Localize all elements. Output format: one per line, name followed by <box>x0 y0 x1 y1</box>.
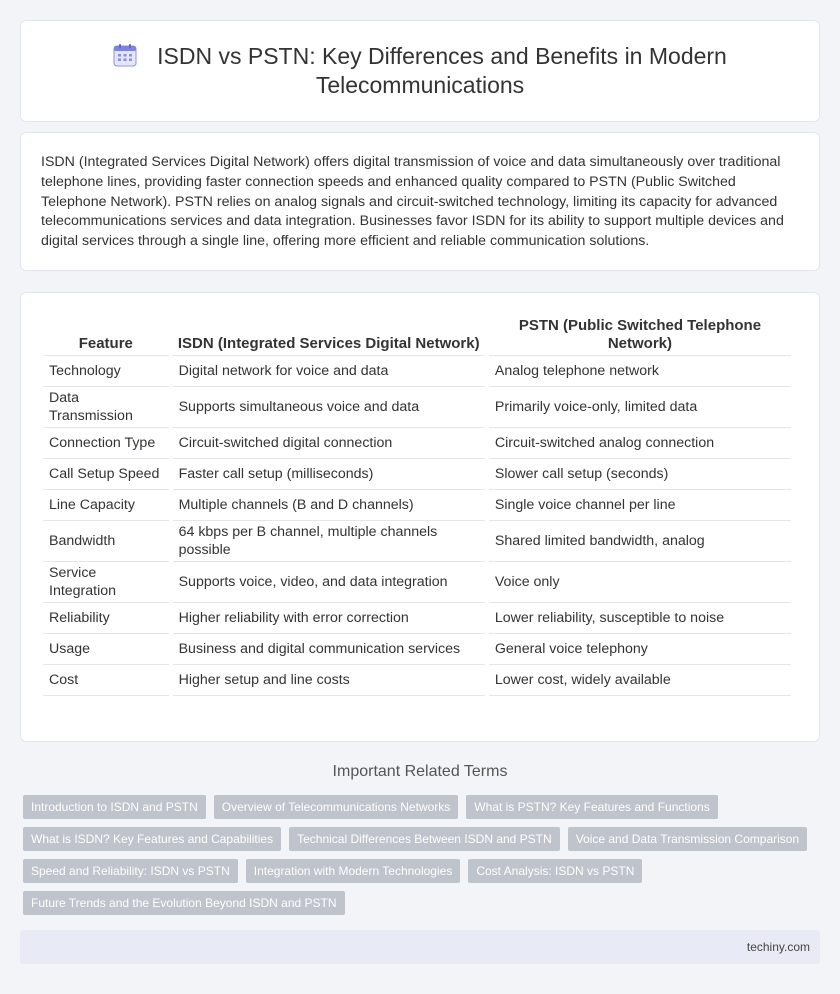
page-title-text: ISDN vs PSTN: Key Differences and Benefits in Modern Telecommunications <box>157 43 727 98</box>
row-isdn: Supports simultaneous voice and data <box>173 387 485 428</box>
header-pstn: PSTN (Public Switched Telephone Network) <box>489 306 791 356</box>
related-term-tag[interactable]: Future Trends and the Evolution Beyond ISDN and PSTN <box>23 891 345 915</box>
table-row <box>43 387 791 428</box>
table-row <box>43 521 791 562</box>
row-isdn: Business and digital communication services <box>173 634 485 665</box>
row-feature: Call Setup Speed <box>43 459 169 490</box>
row-isdn: Higher setup and line costs <box>173 665 485 696</box>
table-row <box>43 634 791 665</box>
row-isdn: 64 kbps per B channel, multiple channels possible <box>173 521 485 562</box>
table-row <box>43 603 791 634</box>
header-isdn: ISDN (Integrated Services Digital Network) <box>173 306 485 356</box>
related-terms-title: Important Related Terms <box>332 763 508 780</box>
table-row <box>43 356 791 387</box>
row-feature: Line Capacity <box>43 490 169 521</box>
footer <box>20 930 820 964</box>
row-pstn: Slower call setup (seconds) <box>489 459 791 490</box>
row-isdn: Supports voice, video, and data integration <box>173 562 485 603</box>
page-title <box>70 42 770 100</box>
intro-paragraph: ISDN (Integrated Services Digital Network) offers digital transmission of voice and data simultaneously over traditional telephone lines, providing faster connection speeds and enhanced quality compared to PSTN (Public Switched Telephone Network). PSTN relies on analog signals and circuit-switched technology, limiting its capacity for advanced telecommunications services and data integration. Businesses favor ISDN for its ability to support multiple devices and digital services through a single line, offering more efficient and reliable communication solutions. <box>41 154 784 250</box>
row-feature: Service Integration <box>43 562 169 603</box>
row-feature: Cost <box>43 665 169 696</box>
comparison-table <box>39 306 795 696</box>
row-isdn: Multiple channels (B and D channels) <box>173 490 485 521</box>
row-feature: Connection Type <box>43 428 169 459</box>
row-pstn: Analog telephone network <box>489 356 791 387</box>
row-pstn: Circuit-switched analog connection <box>489 428 791 459</box>
row-feature: Data Transmission <box>43 387 169 428</box>
related-term-tag[interactable]: Integration with Modern Technologies <box>246 859 461 883</box>
row-pstn: Primarily voice-only, limited data <box>489 387 791 428</box>
row-pstn: Single voice channel per line <box>489 490 791 521</box>
title-card <box>20 20 820 122</box>
table-row <box>43 428 791 459</box>
row-isdn: Circuit-switched digital connection <box>173 428 485 459</box>
header-feature: Feature <box>43 306 169 356</box>
related-terms-list <box>23 795 813 915</box>
comparison-card <box>20 292 820 742</box>
row-pstn: General voice telephony <box>489 634 791 665</box>
row-pstn: Lower cost, widely available <box>489 665 791 696</box>
row-feature: Reliability <box>43 603 169 634</box>
table-header-row <box>43 306 791 356</box>
related-term-tag[interactable]: Overview of Telecommunications Networks <box>214 795 459 819</box>
row-feature: Usage <box>43 634 169 665</box>
calendar-icon <box>113 44 137 67</box>
row-isdn: Higher reliability with error correction <box>173 603 485 634</box>
row-feature: Technology <box>43 356 169 387</box>
related-term-tag[interactable]: Speed and Reliability: ISDN vs PSTN <box>23 859 238 883</box>
table-row <box>43 490 791 521</box>
table-row <box>43 459 791 490</box>
related-term-tag[interactable]: Technical Differences Between ISDN and PSTN <box>289 827 560 851</box>
table-row <box>43 562 791 603</box>
related-term-tag[interactable]: Voice and Data Transmission Comparison <box>568 827 807 851</box>
row-pstn: Voice only <box>489 562 791 603</box>
related-term-tag[interactable]: Introduction to ISDN and PSTN <box>23 795 206 819</box>
table-row <box>43 665 791 696</box>
related-term-tag[interactable]: What is PSTN? Key Features and Functions <box>466 795 717 819</box>
intro-card <box>20 132 820 271</box>
row-feature: Bandwidth <box>43 521 169 562</box>
related-term-tag[interactable]: What is ISDN? Key Features and Capabilities <box>23 827 281 851</box>
row-pstn: Shared limited bandwidth, analog <box>489 521 791 562</box>
footer-site-name[interactable]: techiny.com <box>746 940 810 954</box>
related-term-tag[interactable]: Cost Analysis: ISDN vs PSTN <box>468 859 642 883</box>
row-isdn: Digital network for voice and data <box>173 356 485 387</box>
row-isdn: Faster call setup (milliseconds) <box>173 459 485 490</box>
row-pstn: Lower reliability, susceptible to noise <box>489 603 791 634</box>
